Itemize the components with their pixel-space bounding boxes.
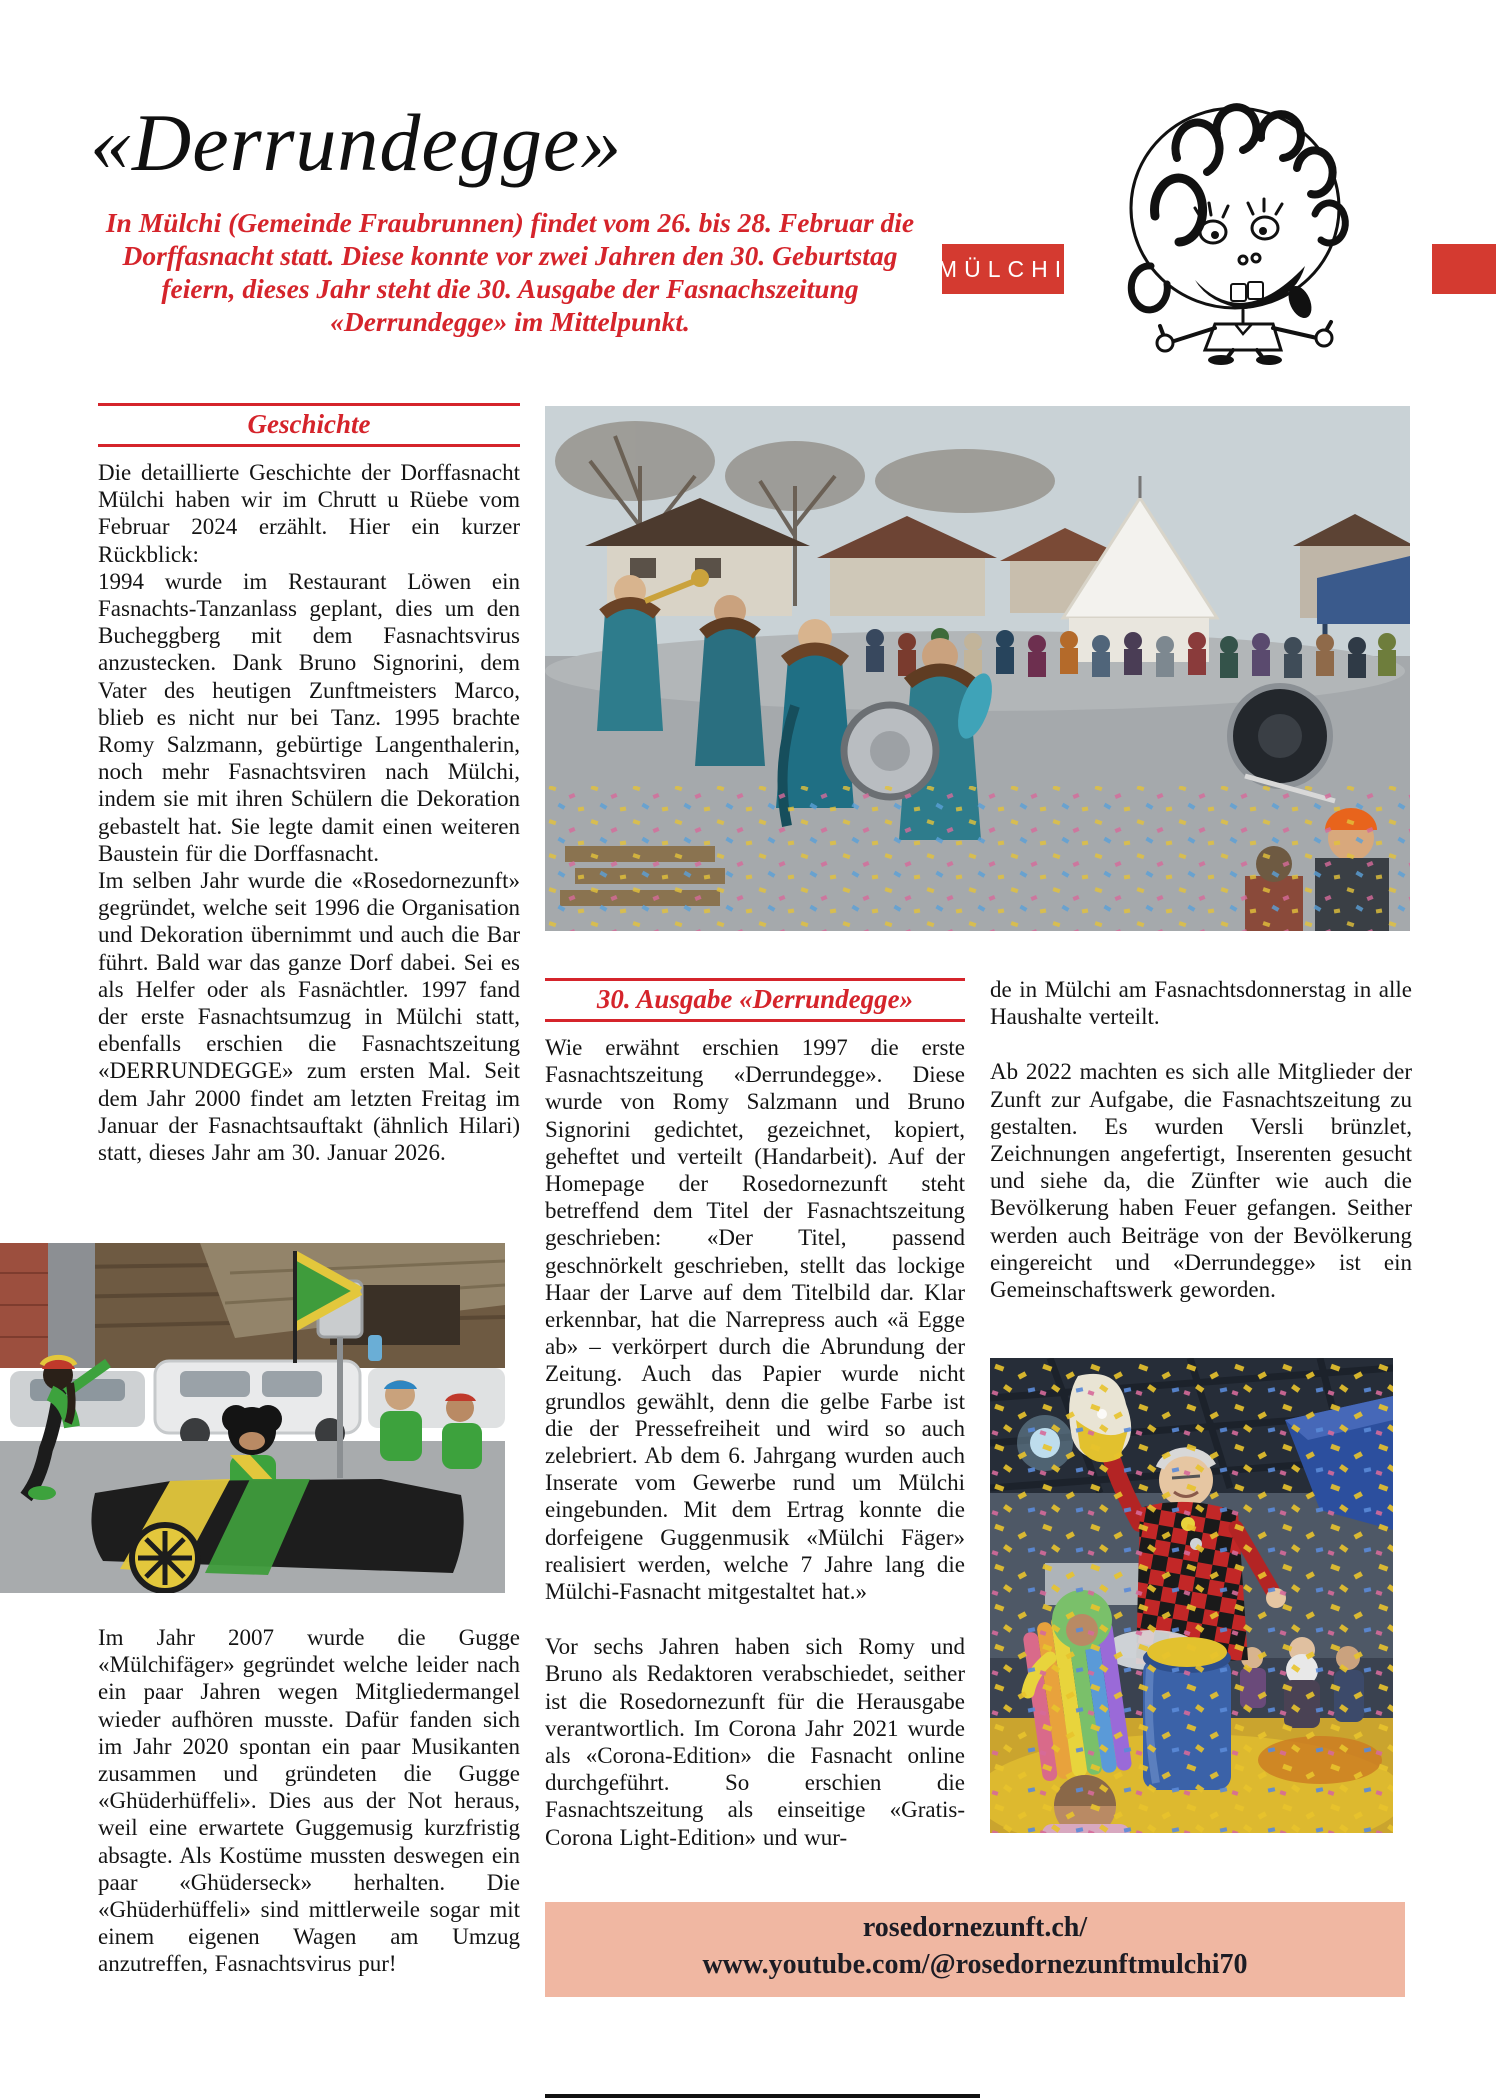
bobsled-gugge-photo	[0, 1243, 505, 1593]
paragraph: Im Jahr 2007 wurde die Gugge «Mülchifäger» gegründet welche leider nach ein paar Jahren wegen Mitgliedermangel wieder aufhören musste. Dafür fanden sich im Jahr 2020 spontan ein paar Musikanten zusammen und gründeten die Gugge «Ghüderhüffeli». Dies aus der Not heraus, weil eine erwartete Guggemusig kurzfristig absagte. Als Kostüme mussten deswegen ein paar «Ghüderseck» herhalten. Die «Ghüderhüffeli» sind mittlerweile sogar mit einem eigenen Wagen am Umzug anzutreffen, Fasnachtsvirus pur!	[98, 1625, 520, 1977]
paragraph: Vor sechs Jahren haben sich Romy und Bruno als Redaktoren verabschiedet, seither ist die Rosedornezunft für die Herausgabe verantwortlich. Im Corona Jahr 2021 wurde als «Corona-Edition» die Fasnacht online durchgeführt. So erschien die Fasnachtszeitung als einseitige «Gratis-Corona Light-Edition» und wur-	[545, 1634, 965, 1850]
section-geschichte	[98, 403, 520, 1166]
paragraph: Die detaillierte Geschichte der Dorffasnacht Mülchi haben wir im Chrutt u Rüebe vom Februar 2024 erzählt. Hier ein kurzer Rückblick:	[98, 460, 520, 567]
paragraph: 1994 wurde im Restaurant Löwen ein Fasnachts-Tanzanlass geplant, dies um den Bucheggberg mit dem Fasnachtsvirus anzustecken. Dank Bruno Signorini, dem Vater des heutigen Zunftmeisters Marco, blieb es nicht nur bei Tanz. 1995 brachte Romy Salzmann, gebürtige Langenthalerin, noch mehr Fasnachtsviren nach Mülchi, indem sie mit ihren Schülern die Dekoration gebastelt hat. Sie legte damit einen weiteren Baustein für die Dorffasnacht.	[98, 568, 520, 866]
page-title: «Derrundegge»	[90, 97, 623, 188]
carnival-street-photo	[545, 406, 1410, 931]
youtube-link[interactable]: www.youtube.com/@rosedornezunftmulchi70	[702, 1949, 1248, 1980]
intro-line-4: «Derrundegge» im Mittelpunkt.	[330, 306, 690, 337]
section-continuation	[990, 976, 1412, 1303]
location-badge	[937, 244, 1069, 294]
geschichte-heading-label: Geschichte	[247, 409, 371, 439]
section-heading-ausgabe	[545, 978, 965, 1022]
intro-line-1: In Mülchi (Gemeinde Fraubrunnen) findet vom 26. bis 28. Februar die	[105, 207, 915, 238]
bobsled-gugge-photo-image	[0, 1243, 505, 1593]
paragraph: de in Mülchi am Fasnachtsdonnerstag in alle Haushalte verteilt.	[990, 977, 1412, 1030]
paragraph: Wie erwähnt erschien 1997 die erste Fasnachtszeitung «Derrundegge». Diese wurde von Romy Salzmann und Bruno Signorini gedichtet, gezeichnet, kopiert, geheftet und verteilt (Handarbeit). Auf der Homepage der Rosedornezunft steht betreffend dem Titel der Fasnachtszeitung geschrieben: «Der Titel, passend geschnörkelt geschrieben, stellt das lockige Haar der Larve auf dem Titelbild dar. Klar erkennbar, hat die Narrepress auch «ä Egge ab» – verkörpert durch die Abrundung der Zeitung. Auch das Papier wurde nicht grundlos gewählt, denn die gelbe Farbe ist die der Pressefreiheit und wird so auch zelebriert. Ab dem 6. Jahrgang wurden auch Inserate vom Gewerbe rund um Mülchi eingebunden. Mit dem Ertrag konnte die dorfeigene Guggenmusik «Mülchi Fäger» realisiert werden, welche 7 Jahre lang die Mülchi-Fasnacht mitgestaltet hat.»	[545, 1035, 965, 1605]
confetti-party-photo-image	[990, 1358, 1393, 1833]
page-edge-red-mark	[1432, 244, 1496, 294]
ausgabe-body	[545, 1034, 965, 1851]
geschichte-body	[98, 459, 520, 1166]
intro-line-2: Dorffasnacht statt. Diese konnte vor zwei Jahren den 30. Geburtstag	[122, 240, 898, 271]
location-badge-label: MÜLCHI	[937, 255, 1069, 282]
website-link[interactable]: rosedornezunft.ch/	[862, 1912, 1088, 1943]
derrundegge-logo	[1093, 96, 1381, 366]
paragraph: Ab 2022 machten es sich alle Mitglieder der Zunft zur Aufgabe, die Fasnachtszeitung zu gestalten. Es wurden Versli brünzlet, Zeichnungen angefertigt, Inserenten gesucht und siehe da, die Zünfter wie auch die Bevölkerung haben Feuer gefangen. Seither werden auch Beiträge von der Bevölkerung eingereicht und «Derrundegge» ist ein Gemeinschaftswerk geworden.	[990, 1059, 1412, 1303]
paragraph: Im selben Jahr wurde die «Rosedornezunft» gegründet, welche seit 1996 die Organisation und Dekoration übernimmt und auch die Bar führt. Bald war das ganze Dorf dabei. Sei es als Helfer oder als Fasnächtler. 1997 fand der erste Fasnachtsumzug in Mülchi statt, ebenfalls erschien die Fasnachtszeitung «DERRUNDEGGE» zum ersten Mal. Seit dem Jahr 2000 findet am letzten Freitag im Januar der Fasnachtsauftakt (ähnlich Hilari) statt, dieses Jahr am 30. Januar 2026.	[98, 868, 520, 1166]
section-heading-geschichte	[98, 403, 520, 447]
intro-text	[90, 206, 930, 338]
intro-line-3: feiern, dieses Jahr steht die 30. Ausgabe der Fasnachszeitung	[161, 273, 859, 304]
confetti-party-photo	[990, 1358, 1393, 1833]
section-gugge	[98, 1624, 520, 1978]
carnival-street-photo-image	[545, 406, 1410, 931]
section-ausgabe	[545, 978, 965, 1851]
footer-link-box	[545, 1902, 1405, 1997]
logo-drawing	[1093, 96, 1381, 366]
bottom-page-rule	[545, 2094, 980, 2098]
ausgabe-heading-label: 30. Ausgabe «Derrundegge»	[596, 984, 914, 1014]
